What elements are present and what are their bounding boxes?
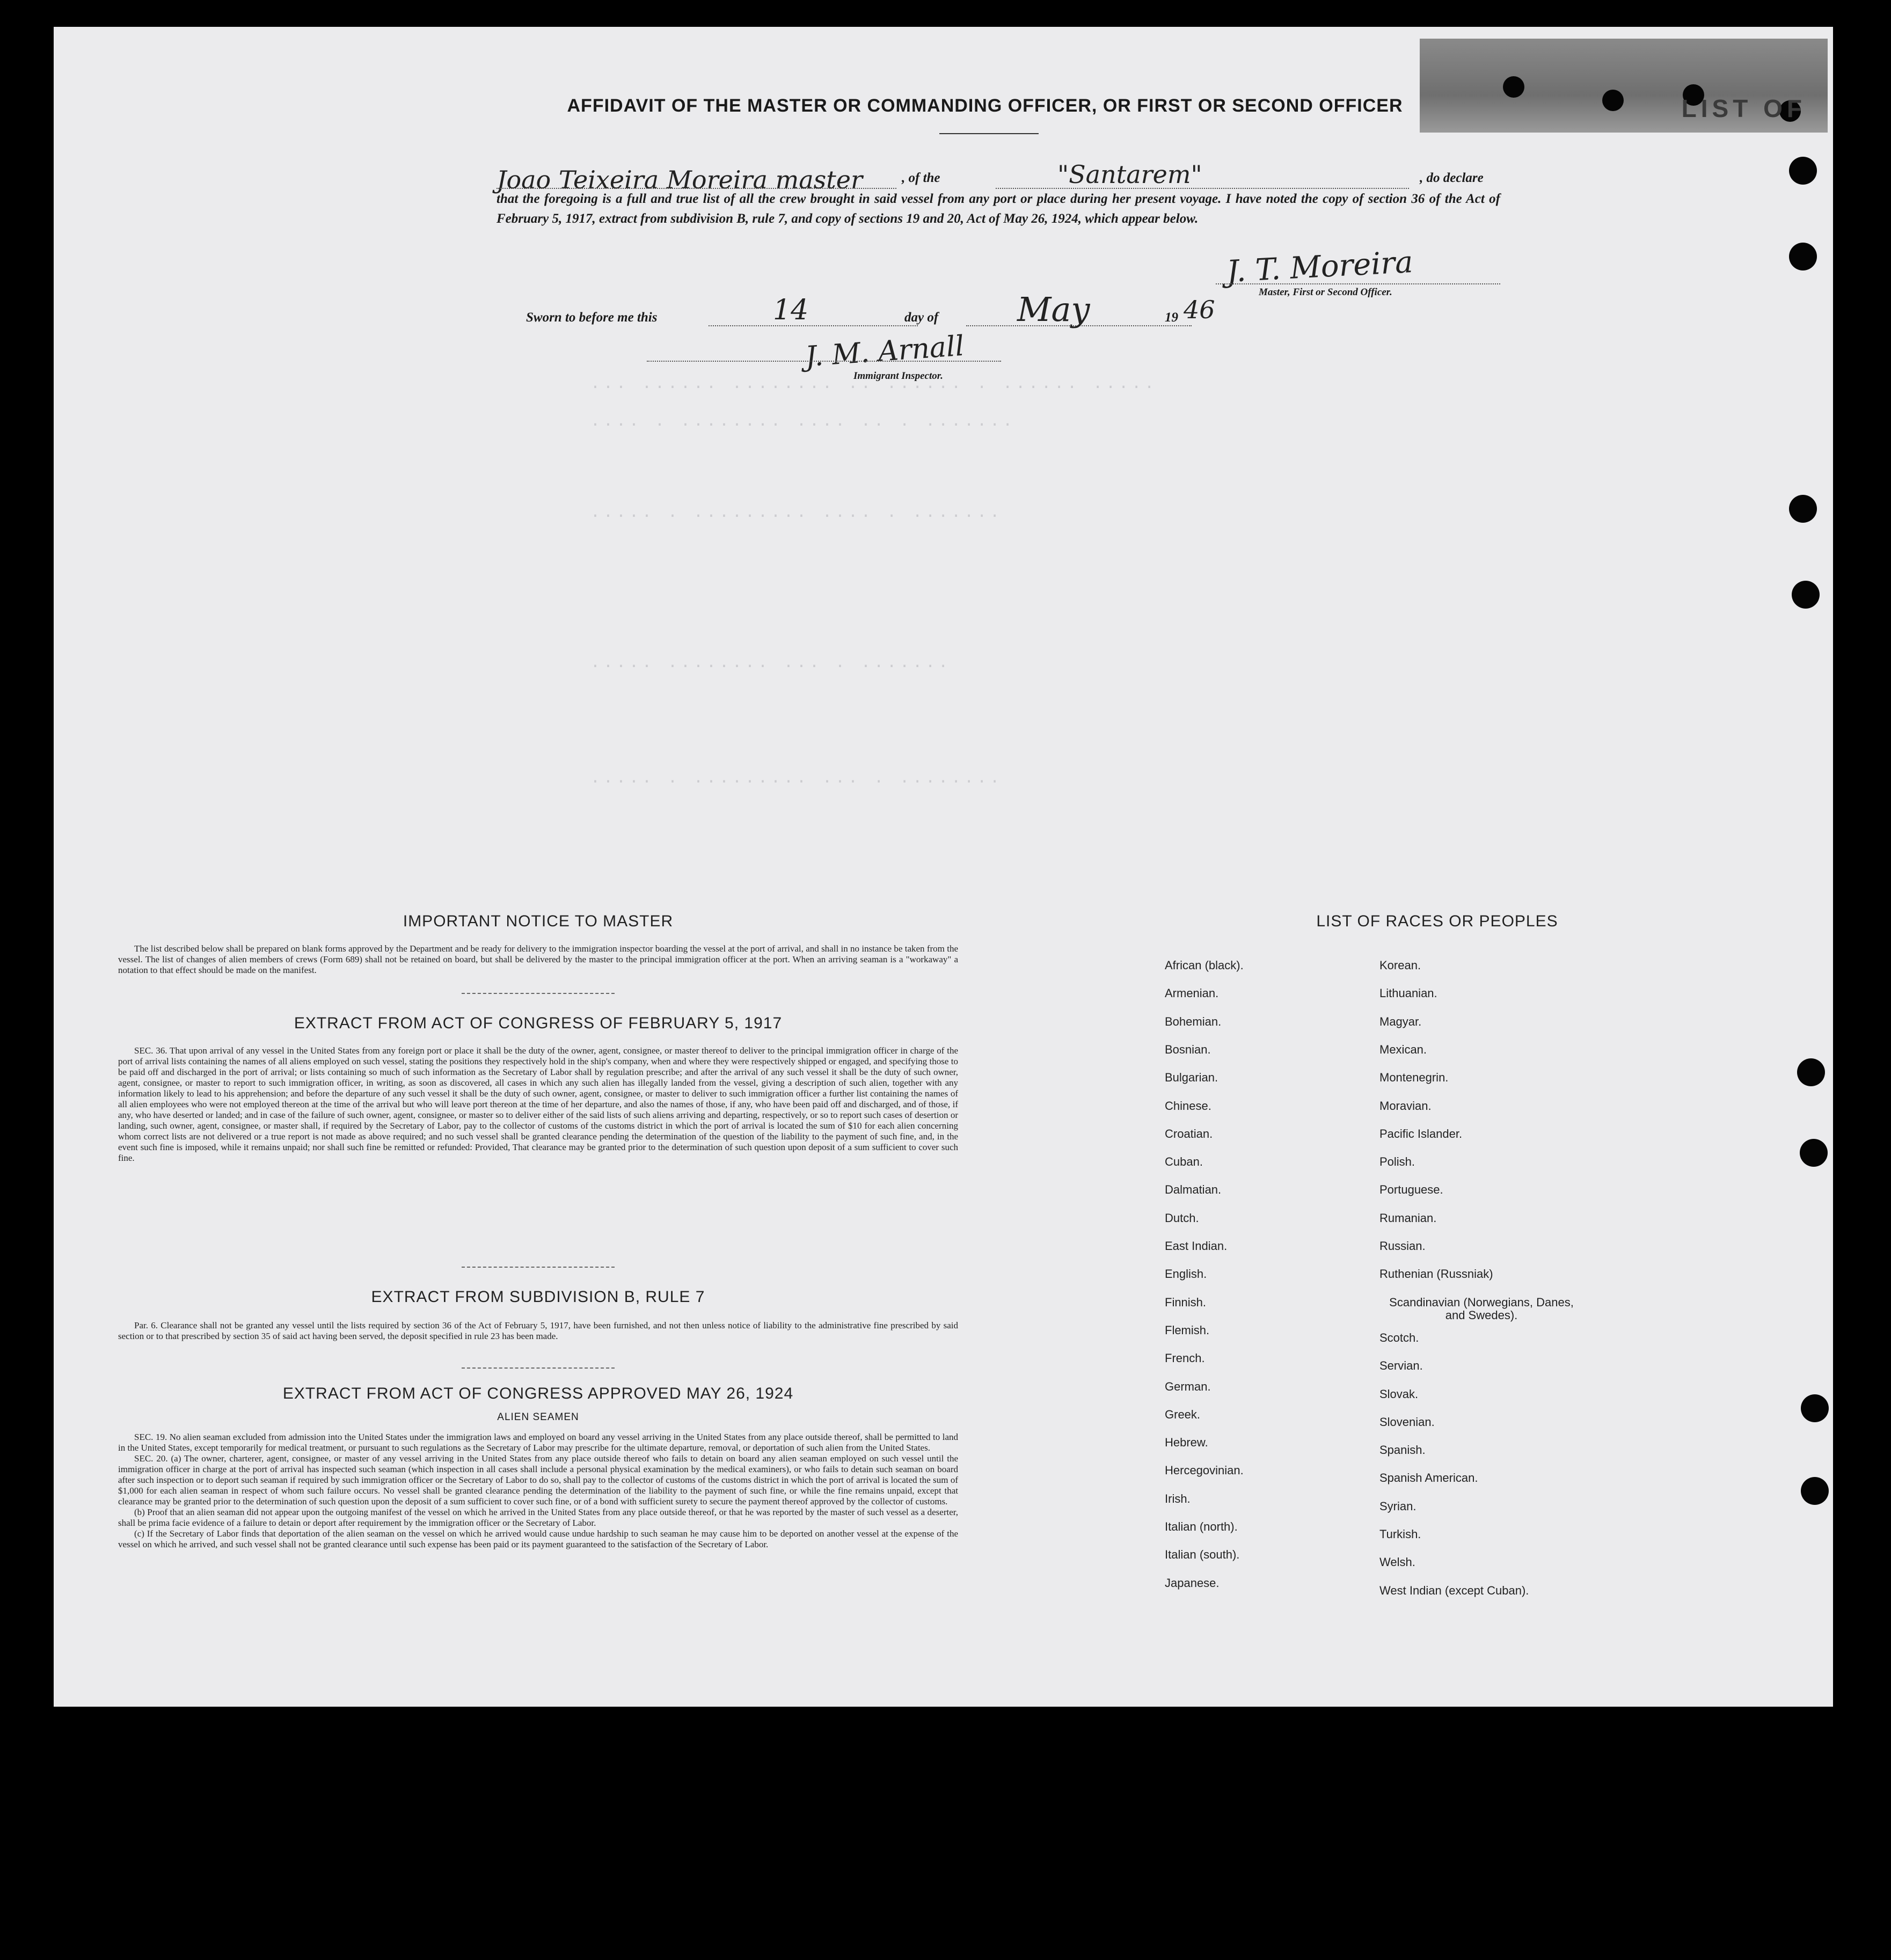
title-rule bbox=[939, 133, 1039, 134]
tape-strip bbox=[1420, 39, 1828, 133]
sec-20a: SEC. 20. (a) The owner, charterer, agent, consignee, or master of any vessel arriving in the United States from any place outside thereof who fails to detain on board any alien seaman employed on such vessel until the immigration officer in charge at the port of arrival has inspected such seaman (which inspection in all cases shall include a personal physical examination by the medical examiners), or who fails to detain such seaman on board after such inspection or to deport such seaman if required by such immigration officer or the Secretary of Labor to do so, shall pay to the collector of customs of the customs district in which the port of arrival is located the sum of $1,000 for each alien seaman in respect of whom such failure occurs. No vessel shall be granted clearance pending the determination of the liability to the payment of such fine, or while the fine remains unpaid, except that clearance may be granted prior to the determination of such question upon the deposit of a sum sufficient to cover such fine, or of a bond with sufficient surety to secure the payment thereof approved by the collector of customs. bbox=[118, 1453, 958, 1506]
race-item: Moravian. bbox=[1379, 1099, 1432, 1113]
extract-1924-subtitle: ALIEN SEAMEN bbox=[497, 1412, 579, 1423]
bleed-through: ····· ········ ··· · ······· bbox=[590, 657, 952, 676]
race-item: Ruthenian (Russniak) bbox=[1379, 1267, 1493, 1281]
inspector-caption: Immigrant Inspector. bbox=[853, 370, 943, 382]
races-title: LIST OF RACES OR PEOPLES bbox=[1316, 912, 1558, 930]
race-item: Mexican. bbox=[1379, 1042, 1427, 1056]
punch-hole bbox=[1801, 1394, 1829, 1422]
declaration-text: that the foregoing is a full and true list of all the crew brought in said vessel from any port or place during her present voyage. I have noted the copy of section 36 of the Act of February 5, 1917, extract from subdivision B, rule 7, and copy of sections 19 and 20, Act of May 26, 1924, which appear below. bbox=[497, 192, 1500, 226]
race-item: Slovak. bbox=[1379, 1387, 1419, 1401]
race-item: East Indian. bbox=[1165, 1239, 1228, 1253]
year-prefix: 19 bbox=[1165, 310, 1178, 325]
extract-rule7-title: EXTRACT FROM SUBDIVISION B, RULE 7 bbox=[371, 1288, 705, 1306]
dotted-line bbox=[1216, 283, 1500, 284]
race-item: Cuban. bbox=[1165, 1155, 1203, 1169]
sec-19: SEC. 19. No alien seaman excluded from admission into the United States under the immigration laws and employed on board any vessel arriving in the United States from any place outside thereof, shall be permitted to land in the United States, except temporarily for medical treatment, or pursuant to such regulations as the Secretary of Labor may prescribe for the ultimate departure, removal, or deportation of such alien from the United States. bbox=[118, 1432, 958, 1453]
race-item: Spanish. bbox=[1379, 1443, 1426, 1457]
separator bbox=[462, 1267, 615, 1268]
bleed-through: ····· · ········· ··· · ········ bbox=[590, 773, 1003, 791]
race-item: Pacific Islander. bbox=[1379, 1127, 1463, 1140]
race-item: Welsh. bbox=[1379, 1555, 1415, 1569]
race-item: Bosnian. bbox=[1165, 1042, 1211, 1056]
race-item: Scandinavian (Norwegians, Danes, and Swedes). bbox=[1389, 1295, 1574, 1322]
separator bbox=[462, 1367, 615, 1369]
extract-1917-title: EXTRACT FROM ACT OF CONGRESS OF FEBRUARY 5, 1917 bbox=[294, 1014, 783, 1032]
dotted-line bbox=[647, 361, 1001, 362]
race-item: German. bbox=[1165, 1379, 1211, 1393]
race-item: Syrian. bbox=[1379, 1499, 1417, 1513]
race-item: Spanish American. bbox=[1379, 1471, 1478, 1485]
master-name: Joao Teixeira Moreira master bbox=[497, 165, 863, 194]
of-the-label: , of the bbox=[902, 171, 940, 185]
notice-text: The list described below shall be prepared on blank forms approved by the Department and be ready for delivery to the immigration inspector boarding the vessel at the port of arrival, and shall in no instance be taken from the vessel. The list of changes of alien members of crews (Form 689) shall not be retained on board, but shall be delivered by the master to the principal immigration officer at the port. When an arriving seaman is a "workaway" a notation to that effect should be made on the manifest. bbox=[118, 944, 958, 975]
race-item: Flemish. bbox=[1165, 1323, 1210, 1337]
race-item: Lithuanian. bbox=[1379, 986, 1437, 1000]
day-of-label: day of bbox=[904, 310, 939, 325]
extract-rule7-text: Par. 6. Clearance shall not be granted any vessel until the lists required by section 36 of the Act of February 5, 1917, have been furnished, and not then unless notice of liability to the administrative fine prescribed by said section or to that prescribed by section 35 of said act having been served, the deposit specified in rule 23 has been made. bbox=[118, 1320, 958, 1341]
race-item: Italian (south). bbox=[1165, 1548, 1240, 1562]
vessel-name: "Santarem" bbox=[1057, 160, 1202, 189]
race-item: Magyar. bbox=[1379, 1014, 1422, 1028]
race-item: Rumanian. bbox=[1379, 1211, 1437, 1225]
bleed-through: ····· · ········· ···· · ······· bbox=[590, 507, 1003, 525]
extract-1924-title: EXTRACT FROM ACT OF CONGRESS APPROVED MAY 26, 1924 bbox=[282, 1385, 794, 1402]
race-item: Greek. bbox=[1165, 1407, 1201, 1421]
race-item: Bulgarian. bbox=[1165, 1071, 1218, 1085]
race-item: Bohemian. bbox=[1165, 1014, 1222, 1028]
tape-hole bbox=[1602, 90, 1624, 111]
race-item: Irish. bbox=[1165, 1491, 1191, 1505]
master-caption: Master, First or Second Officer. bbox=[1259, 287, 1392, 298]
race-item: Portuguese. bbox=[1379, 1183, 1443, 1197]
race-item: Chinese. bbox=[1165, 1099, 1211, 1113]
bleed-through: ···· · ········ ···· ·· · ······· bbox=[590, 416, 1016, 434]
dotted-line bbox=[709, 325, 918, 326]
notice-title: IMPORTANT NOTICE TO MASTER bbox=[403, 912, 674, 930]
punch-hole bbox=[1801, 1477, 1829, 1505]
race-item: Croatian. bbox=[1165, 1127, 1213, 1140]
race-item: Montenegrin. bbox=[1379, 1071, 1449, 1085]
race-item: Italian (north). bbox=[1165, 1520, 1238, 1533]
race-item: English. bbox=[1165, 1267, 1207, 1281]
race-item: African (black). bbox=[1165, 959, 1244, 972]
race-item: French. bbox=[1165, 1351, 1205, 1365]
race-item: West Indian (except Cuban). bbox=[1379, 1583, 1529, 1597]
punch-hole bbox=[1789, 157, 1817, 185]
race-item: Scotch. bbox=[1379, 1330, 1419, 1344]
race-item: Korean. bbox=[1379, 959, 1421, 972]
race-item: Dalmatian. bbox=[1165, 1183, 1222, 1197]
tape-hole bbox=[1503, 76, 1524, 98]
extract-1924-text bbox=[118, 1432, 958, 1550]
race-item: Japanese. bbox=[1165, 1576, 1220, 1590]
master-signature: J. T. Moreira bbox=[1225, 244, 1414, 290]
race-item: Dutch. bbox=[1165, 1211, 1199, 1225]
extract-1917-text: SEC. 36. That upon arrival of any vessel in the United States from any foreign port or place it shall be the duty of the owner, agent, consignee, or master thereof to deliver to the principal immigration officer in charge of the port of arrival lists containing the names of all aliens employed on such vessel, stating the positions they respectively hold in the ship's company, when and where they were respectively shipped or engaged, and specifying those to be paid off and discharged in the port of arrival; or lists containing so much of such information as the Secretary of Labor shall by regulation prescribe; and after the arrival of any such vessel it shall be the duty of such owner, agent, consignee, or master to report to such immigration officer, in writing, as soon as discovered, all cases in which any such alien has illegally landed from the vessel, giving a description of such alien, together with any information likely to lead to his apprehension; and before the departure of any such vessel it shall be the duty of such owner, agent, consignee, or master to deliver to such immigration officer a further list containing the names of all alien employees who were not employed thereon at the time of the arrival but who will leave port thereon at the time of her departure, and also the names of those, if any, who have been paid off and discharged, and of those, if any, who have deserted or landed; and in case of the failure of such owner, agent, consignee, or master so to deliver either of the said lists of such aliens arriving and departing, respectively, or so to report such cases of desertion or landing, such owner, agent, consignee, or master shall, if required by the Secretary of Labor, pay to the collector of customs of the customs district in which the port of arrival is located the sum of $10 for each alien concerning whom correct lists are not delivered or a true report is not made as above required; and no such vessel shall be granted clearance pending the determination of the question of the liability to the payment of such fine, and, in the event such fine is imposed, while it remains unpaid; nor shall such fine be remitted or refunded: Provided, That clearance may be granted prior to the determination of such question upon deposit of a sum sufficient to cover such fine. bbox=[118, 1045, 958, 1163]
race-item: Hebrew. bbox=[1165, 1436, 1208, 1450]
race-item: Hercegovinian. bbox=[1165, 1464, 1244, 1478]
do-declare-label: , do declare bbox=[1420, 171, 1484, 185]
sec-20b: (b) Proof that an alien seaman did not appear upon the outgoing manifest of the vessel on which he arrived in the United States from any place outside thereof, or that he was reported by the master of such vessel as a deserter, shall be prima facie evidence of a failure to detain or deport after requirement by the immigration officer or the Secretary of Labor. bbox=[118, 1507, 958, 1528]
punch-hole bbox=[1800, 1139, 1828, 1167]
race-item: Polish. bbox=[1379, 1155, 1415, 1169]
sworn-month: May bbox=[1017, 290, 1090, 329]
sworn-year: 46 bbox=[1184, 295, 1215, 324]
race-item: Slovenian. bbox=[1379, 1415, 1435, 1429]
manifest-page bbox=[54, 27, 1833, 1707]
sec-20c: (c) If the Secretary of Labor finds that deportation of the alien seaman on the vessel on which he arrived would cause undue hardship to such seaman he may cause him to be deported on another vessel at the expense of the vessel on which he arrived, and such vessel shall not be granted clearance until such expense has been paid or its payment guaranteed to the satisfaction of the Secretary of Labor. bbox=[118, 1528, 958, 1549]
race-item: Armenian. bbox=[1165, 986, 1219, 1000]
race-item: Servian. bbox=[1379, 1359, 1423, 1373]
punch-hole bbox=[1789, 243, 1817, 270]
punch-hole bbox=[1792, 581, 1820, 609]
punch-hole bbox=[1789, 495, 1817, 523]
tape-text: LIST OF bbox=[1681, 94, 1806, 122]
separator bbox=[462, 993, 615, 994]
race-item: Finnish. bbox=[1165, 1295, 1207, 1309]
inspector-signature: J. M. Arnall bbox=[804, 330, 966, 374]
punch-hole bbox=[1797, 1058, 1825, 1086]
race-item: Russian. bbox=[1379, 1239, 1426, 1253]
race-item: Turkish. bbox=[1379, 1527, 1421, 1541]
sworn-day: 14 bbox=[773, 294, 809, 326]
bleed-through: ··· ······ ········ ·· ······ · ······ ····· bbox=[590, 378, 1158, 397]
affidavit-title: AFFIDAVIT OF THE MASTER OR COMMANDING OFFICER, OR FIRST OR SECOND OFFICER bbox=[567, 96, 1403, 116]
sworn-label: Sworn to before me this bbox=[526, 310, 658, 325]
